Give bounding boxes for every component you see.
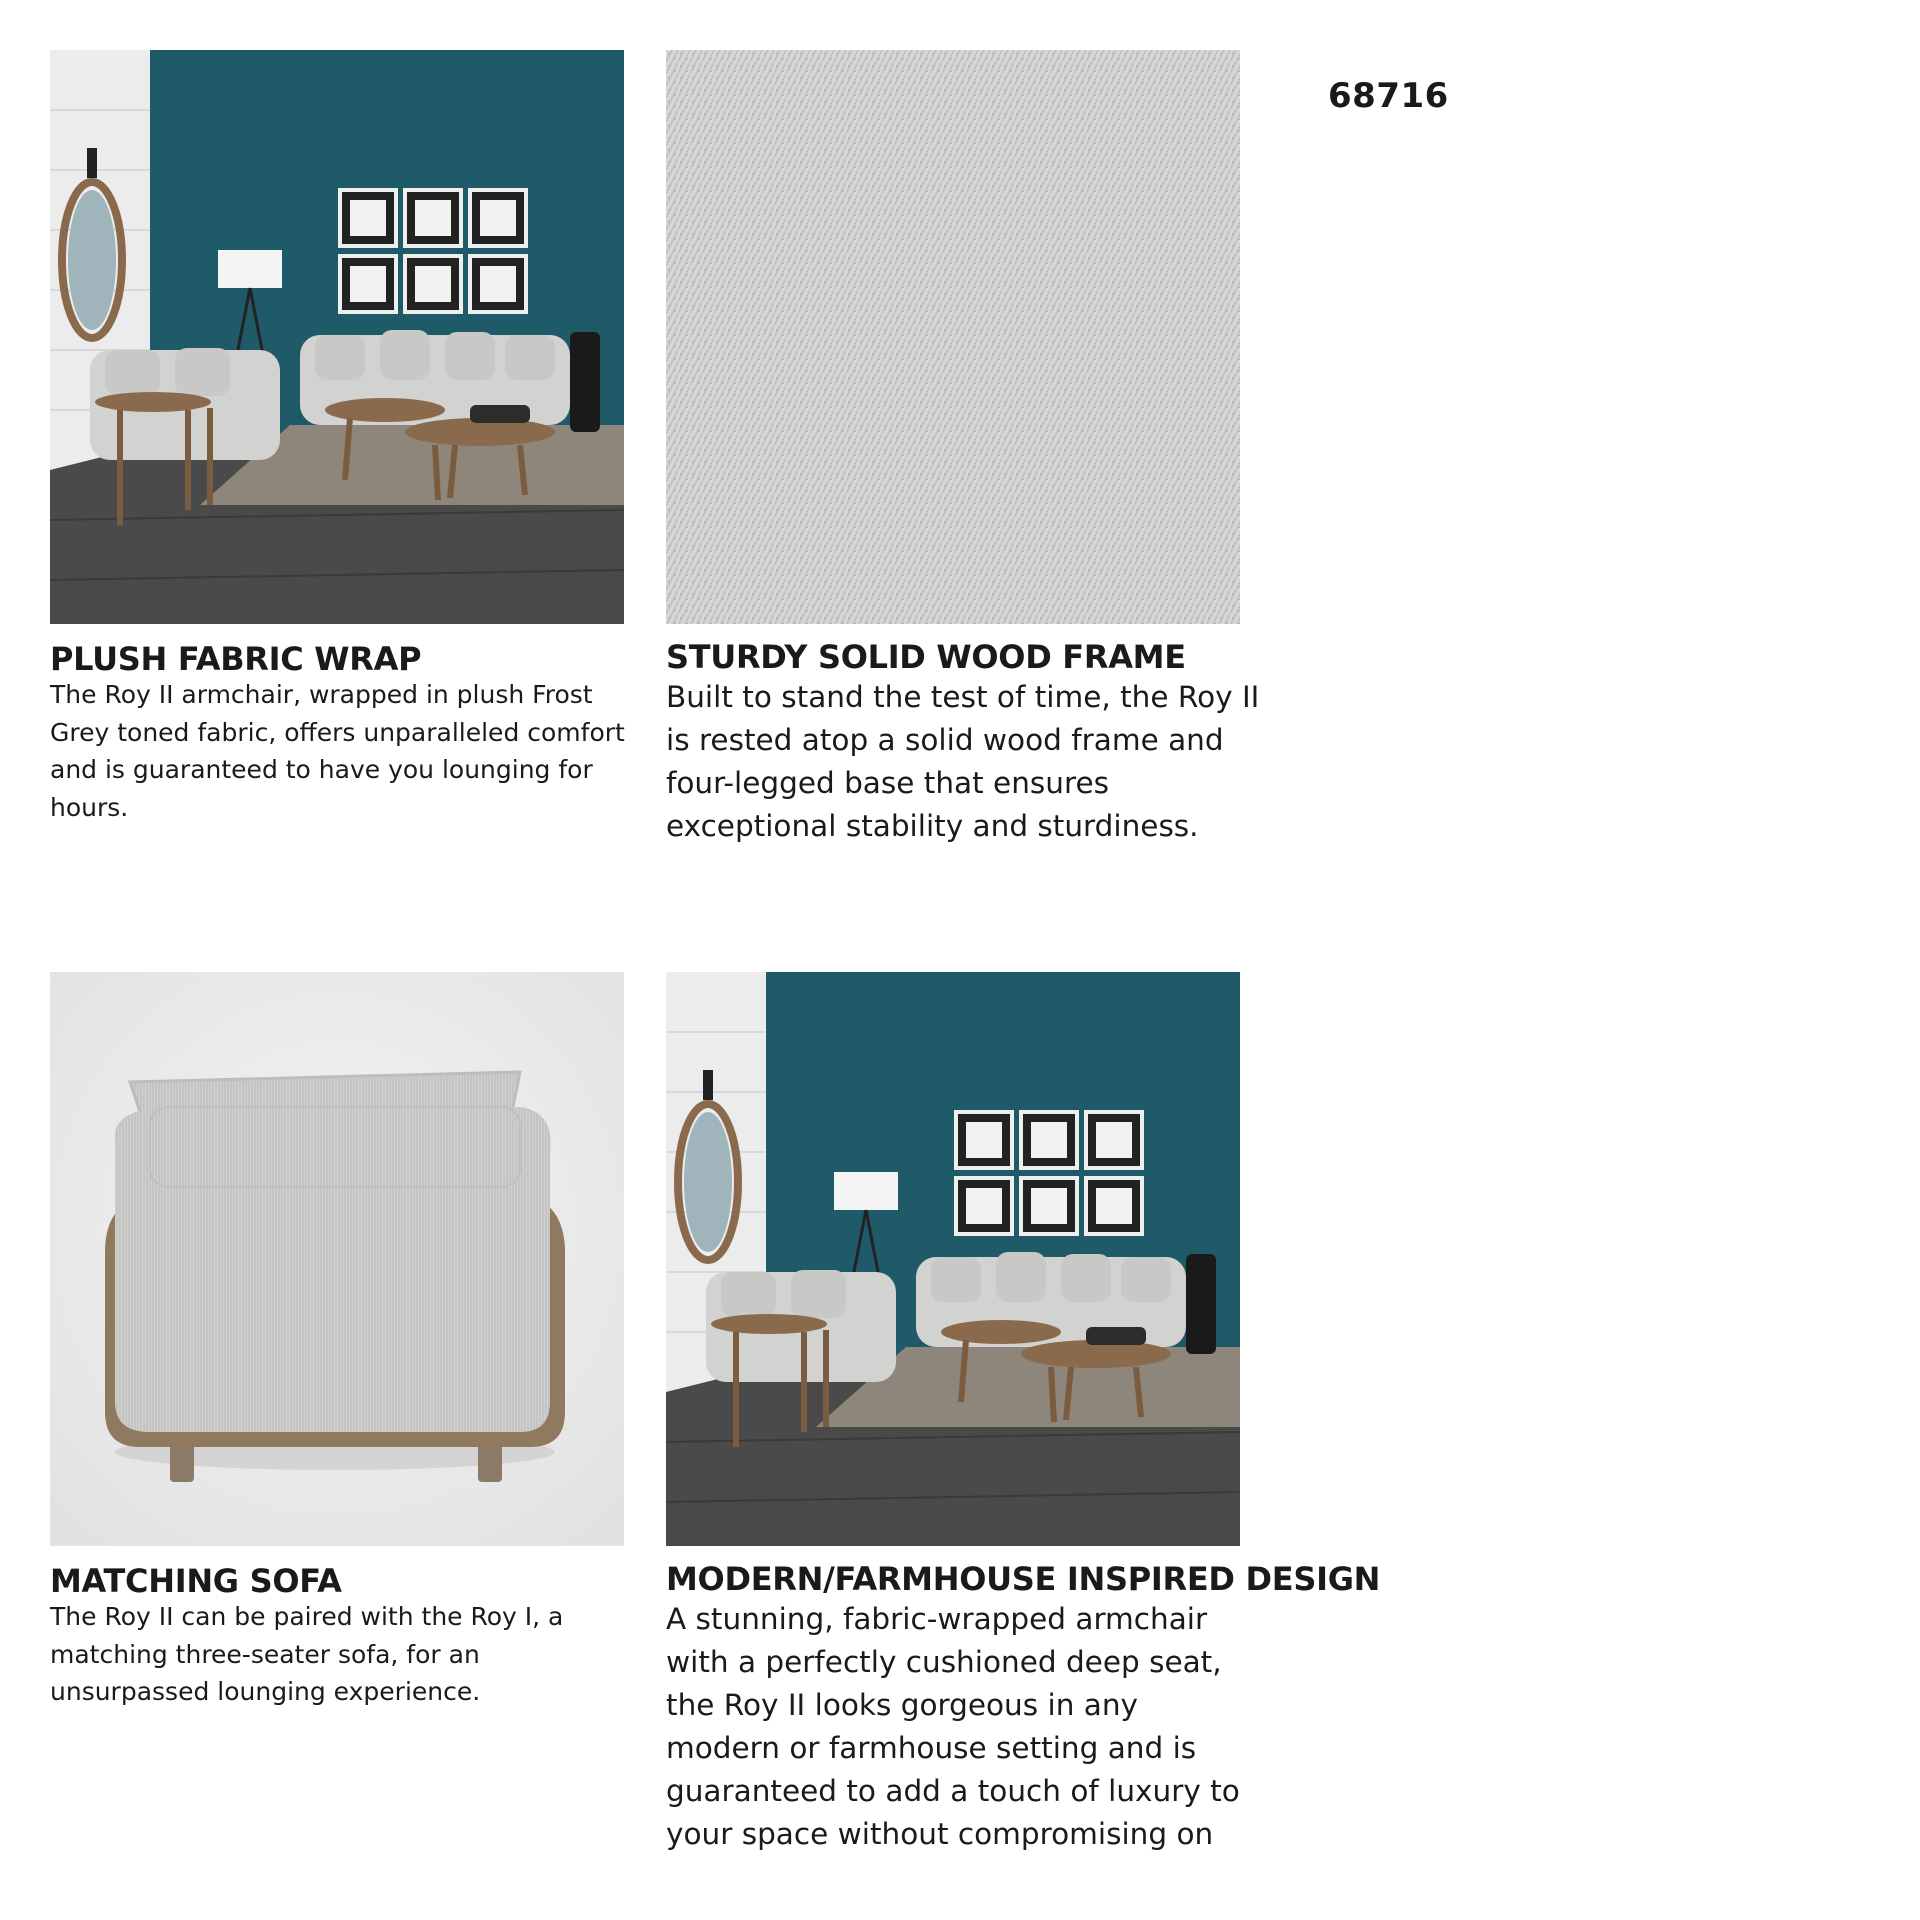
section-heading-plush-fabric: PLUSH FABRIC WRAP xyxy=(50,640,422,678)
section-body-wood-frame: Built to stand the test of time, the Roy II is rested atop a solid wood frame and four-legged base that ensures exceptional stability and sturdiness. xyxy=(666,680,1260,843)
fabric-texture-photo xyxy=(666,50,1240,624)
section-body-design: A stunning, fabric-wrapped armchair with a perfectly cushioned deep seat, the Roy II looks gorgeous in any modern or farmhouse setting and is guaranteed to add a touch of luxury to your space without compromising on xyxy=(666,1602,1240,1851)
section-heading-design: MODERN/FARMHOUSE INSPIRED DESIGN xyxy=(666,1560,1381,1598)
section-heading-matching-sofa: MATCHING SOFA xyxy=(50,1562,342,1600)
living-room-photo xyxy=(50,50,624,624)
section-heading-wood-frame: STURDY SOLID WOOD FRAME xyxy=(666,638,1186,676)
section-body-matching-sofa: The Roy II can be paired with the Roy I, a matching three-seater sofa, for an unsurpassed lounging experience. xyxy=(50,1602,564,1706)
section-body-plush-fabric: The Roy II armchair, wrapped in plush Frost Grey toned fabric, offers unparalleled comfort and is guaranteed to have you lounging for hours. xyxy=(50,680,625,822)
product-sku: 68716 xyxy=(1328,76,1449,116)
living-room-photo-alt xyxy=(666,972,1240,1546)
armchair-back-photo xyxy=(50,972,624,1546)
